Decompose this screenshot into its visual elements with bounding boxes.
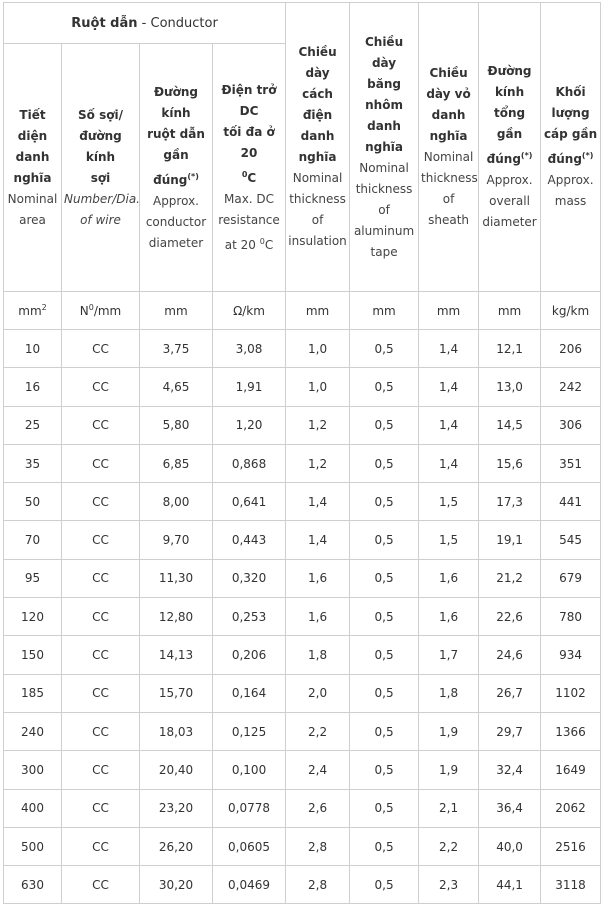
table-cell: 25 bbox=[4, 406, 62, 444]
table-cell: CC bbox=[62, 444, 140, 482]
table-cell: 1,5 bbox=[419, 521, 479, 559]
col-area-header: Tiết diện danh nghĩa Nominal area bbox=[4, 44, 62, 292]
table-cell: 679 bbox=[541, 559, 601, 597]
table-cell: 44,1 bbox=[479, 866, 541, 904]
table-row bbox=[4, 712, 601, 750]
table-cell: 1,8 bbox=[286, 636, 350, 674]
table-cell: 12,80 bbox=[140, 598, 213, 636]
table-row bbox=[4, 330, 601, 368]
table-cell: 1,4 bbox=[286, 521, 350, 559]
unit-cell: mm bbox=[286, 292, 350, 330]
table-cell: 0,0605 bbox=[213, 827, 286, 865]
table-cell: 2062 bbox=[541, 789, 601, 827]
table-row bbox=[4, 598, 601, 636]
table-cell: 50 bbox=[4, 483, 62, 521]
table-cell: 24,6 bbox=[479, 636, 541, 674]
table-cell: 2,8 bbox=[286, 827, 350, 865]
table-cell: 0,5 bbox=[350, 521, 419, 559]
table-cell: 1,8 bbox=[419, 674, 479, 712]
table-row bbox=[4, 866, 601, 904]
table-cell: 630 bbox=[4, 866, 62, 904]
table-cell: 6,85 bbox=[140, 444, 213, 482]
table-cell: 240 bbox=[4, 712, 62, 750]
table-cell: 23,20 bbox=[140, 789, 213, 827]
table-row bbox=[4, 368, 601, 406]
unit-area: $mm^2$ bbox=[4, 292, 62, 330]
table-cell: 1,6 bbox=[419, 559, 479, 597]
table-cell: 0,5 bbox=[350, 559, 419, 597]
table-cell: CC bbox=[62, 712, 140, 750]
table-cell: 0,320 bbox=[213, 559, 286, 597]
table-cell: 0,0778 bbox=[213, 789, 286, 827]
table-cell: 1,4 bbox=[419, 368, 479, 406]
table-cell: CC bbox=[62, 789, 140, 827]
table-cell: 306 bbox=[541, 406, 601, 444]
table-cell: 206 bbox=[541, 330, 601, 368]
col-resistance-header: Điện trở DC tối đa ở 20 $^0$C Max. DC resistance at 20 $^0$C bbox=[213, 44, 286, 292]
table-cell: 2,6 bbox=[286, 789, 350, 827]
table-cell: 1,4 bbox=[286, 483, 350, 521]
cable-spec-table bbox=[3, 2, 601, 904]
table-cell: 20,40 bbox=[140, 751, 213, 789]
table-cell: 300 bbox=[4, 751, 62, 789]
table-cell: 0,5 bbox=[350, 751, 419, 789]
table-cell: 14,5 bbox=[479, 406, 541, 444]
table-cell: 2516 bbox=[541, 827, 601, 865]
table-cell: 150 bbox=[4, 636, 62, 674]
table-cell: 10 bbox=[4, 330, 62, 368]
table-cell: 0,5 bbox=[350, 636, 419, 674]
table-cell: 934 bbox=[541, 636, 601, 674]
table-cell: 1,6 bbox=[286, 598, 350, 636]
table-cell: 1,7 bbox=[419, 636, 479, 674]
units-row bbox=[4, 292, 601, 330]
table-cell: 780 bbox=[541, 598, 601, 636]
conductor-en: - Conductor bbox=[137, 15, 218, 31]
table-cell: 40,0 bbox=[479, 827, 541, 865]
table-cell: 5,80 bbox=[140, 406, 213, 444]
table-cell: CC bbox=[62, 483, 140, 521]
table-cell: 0,253 bbox=[213, 598, 286, 636]
table-row bbox=[4, 789, 601, 827]
table-row bbox=[4, 751, 601, 789]
table-cell: 30,20 bbox=[140, 866, 213, 904]
table-cell: 351 bbox=[541, 444, 601, 482]
unit-cell: mm bbox=[419, 292, 479, 330]
table-cell: 1,2 bbox=[286, 444, 350, 482]
table-cell: 1,0 bbox=[286, 330, 350, 368]
table-cell: 11,30 bbox=[140, 559, 213, 597]
col-conductor-diameter-header: Đường kính ruột dẫn gần đúng(*) Approx. conductor diameter bbox=[140, 44, 213, 292]
table-cell: 0,641 bbox=[213, 483, 286, 521]
table-cell: CC bbox=[62, 368, 140, 406]
table-row bbox=[4, 674, 601, 712]
table-cell: 400 bbox=[4, 789, 62, 827]
table-cell: 3,08 bbox=[213, 330, 286, 368]
table-cell: 18,03 bbox=[140, 712, 213, 750]
table-cell: 17,3 bbox=[479, 483, 541, 521]
table-cell: 1,4 bbox=[419, 330, 479, 368]
table-cell: 2,3 bbox=[419, 866, 479, 904]
col-sheath-header: Chiều dày vỏ danh nghĩa Nominal thickness of sheath bbox=[419, 3, 479, 292]
table-cell: 1,5 bbox=[419, 483, 479, 521]
table-cell: 35 bbox=[4, 444, 62, 482]
table-cell: 29,7 bbox=[479, 712, 541, 750]
unit-cell: mm bbox=[350, 292, 419, 330]
table-cell: 0,206 bbox=[213, 636, 286, 674]
table-cell: 2,2 bbox=[286, 712, 350, 750]
table-cell: 0,100 bbox=[213, 751, 286, 789]
table-cell: 0,5 bbox=[350, 483, 419, 521]
table-cell: 3,75 bbox=[140, 330, 213, 368]
table-cell: 12,1 bbox=[479, 330, 541, 368]
unit-wire: $N^0/mm$ bbox=[62, 292, 140, 330]
table-cell: 0,5 bbox=[350, 444, 419, 482]
col-insulation-header: Chiều dày cách điện danh nghĩa Nominal thickness of insulation bbox=[286, 3, 350, 292]
table-cell: 16 bbox=[4, 368, 62, 406]
table-cell: 545 bbox=[541, 521, 601, 559]
table-row bbox=[4, 636, 601, 674]
table-row bbox=[4, 406, 601, 444]
table-cell: CC bbox=[62, 866, 140, 904]
table-cell: 13,0 bbox=[479, 368, 541, 406]
table-cell: 500 bbox=[4, 827, 62, 865]
table-cell: 1,9 bbox=[419, 751, 479, 789]
table-cell: 4,65 bbox=[140, 368, 213, 406]
table-cell: 8,00 bbox=[140, 483, 213, 521]
table-cell: 22,6 bbox=[479, 598, 541, 636]
table-cell: 2,2 bbox=[419, 827, 479, 865]
table-cell: CC bbox=[62, 827, 140, 865]
table-cell: 0,0469 bbox=[213, 866, 286, 904]
conductor-vi: Ruột dẫn bbox=[71, 15, 138, 31]
col-mass-header: Khối lượng cáp gần đúng(*) Approx. mass bbox=[541, 3, 601, 292]
table-cell: 1,2 bbox=[286, 406, 350, 444]
table-cell: 1,91 bbox=[213, 368, 286, 406]
table-cell: CC bbox=[62, 751, 140, 789]
table-cell: 0,5 bbox=[350, 368, 419, 406]
table-row bbox=[4, 827, 601, 865]
table-cell: 19,1 bbox=[479, 521, 541, 559]
table-body bbox=[4, 330, 601, 904]
table-row bbox=[4, 559, 601, 597]
table-cell: 1649 bbox=[541, 751, 601, 789]
col-aluminum-tape-header: Chiều dày băng nhôm danh nghĩa Nominal thickness of aluminum tape bbox=[350, 3, 419, 292]
table-cell: 0,164 bbox=[213, 674, 286, 712]
table-cell: 1,20 bbox=[213, 406, 286, 444]
table-cell: 0,5 bbox=[350, 712, 419, 750]
table-cell: 26,20 bbox=[140, 827, 213, 865]
table-cell: 0,5 bbox=[350, 866, 419, 904]
unit-cell: mm bbox=[140, 292, 213, 330]
unit-cell: mm bbox=[479, 292, 541, 330]
table-cell: 0,5 bbox=[350, 330, 419, 368]
table-cell: 0,5 bbox=[350, 789, 419, 827]
table-cell: 1102 bbox=[541, 674, 601, 712]
table-cell: 70 bbox=[4, 521, 62, 559]
table-cell: 185 bbox=[4, 674, 62, 712]
table-cell: CC bbox=[62, 674, 140, 712]
table-cell: 0,5 bbox=[350, 674, 419, 712]
table-cell: CC bbox=[62, 598, 140, 636]
table-cell: 2,0 bbox=[286, 674, 350, 712]
table-cell: 1366 bbox=[541, 712, 601, 750]
table-cell: 441 bbox=[541, 483, 601, 521]
unit-cell: Ω/km bbox=[213, 292, 286, 330]
table-cell: 2,4 bbox=[286, 751, 350, 789]
table-cell: 1,4 bbox=[419, 406, 479, 444]
table-cell: 2,8 bbox=[286, 866, 350, 904]
table-cell: 3118 bbox=[541, 866, 601, 904]
table-row bbox=[4, 483, 601, 521]
table-row bbox=[4, 444, 601, 482]
table-cell: 0,443 bbox=[213, 521, 286, 559]
table-cell: 1,9 bbox=[419, 712, 479, 750]
table-cell: 32,4 bbox=[479, 751, 541, 789]
table-cell: 1,4 bbox=[419, 444, 479, 482]
table-cell: 242 bbox=[541, 368, 601, 406]
table-cell: 95 bbox=[4, 559, 62, 597]
table-cell: 15,70 bbox=[140, 674, 213, 712]
col-wire-header: Số sợi/ đường kính sợi Number/Dia. of wire bbox=[62, 44, 140, 292]
table-cell: 1,6 bbox=[286, 559, 350, 597]
table-cell: 14,13 bbox=[140, 636, 213, 674]
table-cell: 1,0 bbox=[286, 368, 350, 406]
table-cell: CC bbox=[62, 521, 140, 559]
table-cell: 0,5 bbox=[350, 598, 419, 636]
table-cell: 0,5 bbox=[350, 406, 419, 444]
table-cell: CC bbox=[62, 330, 140, 368]
col-overall-diameter-header: Đường kính tổng gần đúng(*) Approx. overall diameter bbox=[479, 3, 541, 292]
table-cell: 26,7 bbox=[479, 674, 541, 712]
table-cell: 0,125 bbox=[213, 712, 286, 750]
table-cell: 1,6 bbox=[419, 598, 479, 636]
table-row bbox=[4, 521, 601, 559]
unit-cell: kg/km bbox=[541, 292, 601, 330]
table-cell: 36,4 bbox=[479, 789, 541, 827]
table-cell: CC bbox=[62, 406, 140, 444]
table-cell: 0,5 bbox=[350, 827, 419, 865]
table-cell: 21,2 bbox=[479, 559, 541, 597]
table-cell: 120 bbox=[4, 598, 62, 636]
table-cell: 9,70 bbox=[140, 521, 213, 559]
table-cell: 0,868 bbox=[213, 444, 286, 482]
table-cell: CC bbox=[62, 636, 140, 674]
table-cell: CC bbox=[62, 559, 140, 597]
table-cell: 2,1 bbox=[419, 789, 479, 827]
table-cell: 15,6 bbox=[479, 444, 541, 482]
conductor-group-header bbox=[4, 3, 286, 44]
